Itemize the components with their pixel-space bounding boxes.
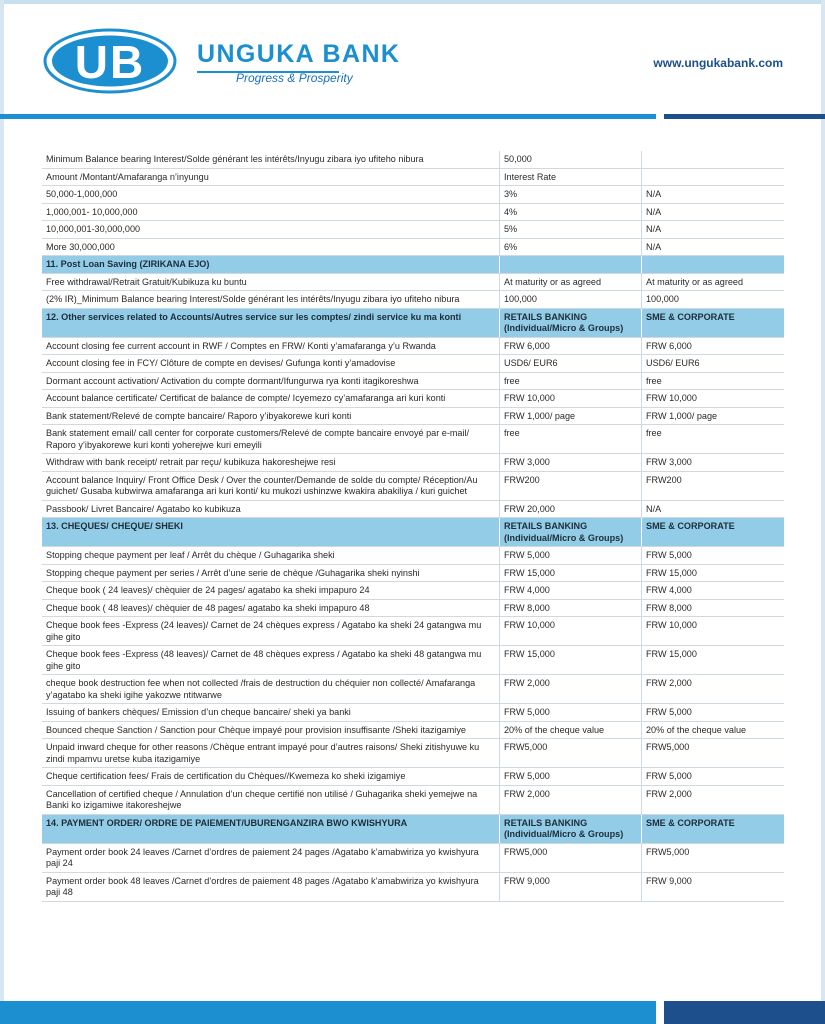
service-description: Minimum Balance bearing Interest/Solde générant les intérêts/Inyugu zibara iyo ufiteho nibura bbox=[46, 154, 424, 164]
sme-corporate-value: N/A bbox=[641, 221, 784, 238]
column-subheading: (Individual/Micro & Groups) bbox=[504, 532, 624, 543]
service-description: Issuing of bankers chèques/ Emission d’un cheque bancaire/ sheki ya banki bbox=[46, 707, 351, 717]
sme-corporate-value: FRW 2,000 bbox=[641, 675, 784, 703]
sme-corporate-value: FRW5,000 bbox=[641, 844, 784, 872]
service-description: Withdraw with bank receipt/ retrait par reçu/ kubikuza hakoreshejwe resi bbox=[46, 457, 336, 467]
retail-banking-value bbox=[499, 256, 641, 273]
retail-banking-value: FRW 10,000 bbox=[499, 617, 641, 645]
table-row bbox=[42, 600, 784, 618]
table-row bbox=[42, 873, 784, 902]
retail-banking-value: free bbox=[499, 425, 641, 453]
website-link[interactable]: www.ungukabank.com bbox=[653, 56, 783, 70]
sme-corporate-value: N/A bbox=[641, 186, 784, 203]
service-description: Bank statement email/ call center for corporate customers/Relevé de compte bancaire envoyé par e-mail/ Raporo y’ibyakorewe kuri konti yoherejwe kuri emeyili bbox=[46, 428, 470, 450]
table-row bbox=[42, 390, 784, 408]
retail-banking-value: FRW 4,000 bbox=[499, 582, 641, 599]
retail-banking-value: At maturity or as agreed bbox=[499, 274, 641, 291]
service-description: More 30,000,000 bbox=[46, 241, 115, 252]
table-row bbox=[42, 186, 784, 204]
sme-corporate-value: FRW 10,000 bbox=[641, 390, 784, 407]
logo-letters: UB bbox=[74, 36, 146, 88]
column-subheading: (Individual/Micro & Groups) bbox=[504, 323, 624, 333]
service-description: Account closing fee current account in RWF / Comptes en FRW/ Konti y’amafaranga y’u Rwanda bbox=[46, 340, 436, 351]
retail-banking-value: FRW 8,000 bbox=[499, 600, 641, 617]
table-row bbox=[42, 675, 784, 704]
table-row bbox=[42, 617, 784, 646]
sme-corporate-value bbox=[641, 256, 784, 273]
service-description: Payment order book 48 leaves /Carnet d’ordres de paiement 48 pages /Agatabo k’amabwiriza yo kwishyura paji 48 bbox=[46, 875, 479, 897]
section-header-row bbox=[42, 815, 784, 844]
table-row bbox=[42, 338, 784, 356]
sme-corporate-value: FRW 8,000 bbox=[641, 600, 784, 617]
sme-corporate-value: FRW 2,000 bbox=[641, 786, 784, 814]
sme-corporate-value: N/A bbox=[641, 501, 784, 518]
service-description: 1,000,001- 10,000,000 bbox=[46, 206, 138, 217]
table-row bbox=[42, 221, 784, 239]
sme-corporate-value: FRW200 bbox=[641, 472, 784, 500]
table-row bbox=[42, 768, 784, 786]
table-row bbox=[42, 454, 784, 472]
retail-banking-value: 4% bbox=[499, 204, 641, 221]
service-description: Cheque book ( 24 leaves)/ chèquier de 24 pages/ agatabo ka sheki impapuro 24 bbox=[46, 585, 370, 595]
table-row bbox=[42, 291, 784, 309]
section-title: 11. Post Loan Saving (ZIRIKANA EJO) bbox=[46, 259, 210, 269]
header-divider-navy bbox=[664, 114, 825, 119]
service-description: Account closing fee in FCY/ Clôture de compte en devises/ Gufunga konti y’amadovise bbox=[46, 358, 396, 368]
table-row bbox=[42, 169, 784, 187]
table-row bbox=[42, 582, 784, 600]
page-header bbox=[0, 0, 825, 120]
footer-bar-blue bbox=[0, 1001, 656, 1024]
retail-banking-value: FRW 5,000 bbox=[499, 704, 641, 721]
table-row bbox=[42, 472, 784, 501]
service-description: Cheque book ( 48 leaves)/ chèquier de 48 pages/ agatabo ka sheki impapuro 48 bbox=[46, 602, 370, 613]
sme-corporate-value: free bbox=[641, 373, 784, 390]
retail-banking-value: FRW 20,000 bbox=[499, 501, 641, 518]
retail-banking-value: FRW 2,000 bbox=[499, 675, 641, 703]
sme-corporate-value: FRW 1,000/ page bbox=[641, 408, 784, 425]
table-row bbox=[42, 425, 784, 454]
retail-banking-value: 5% bbox=[499, 221, 641, 238]
table-row bbox=[42, 704, 784, 722]
column-heading: RETAILS BANKING bbox=[504, 817, 588, 828]
service-description: Cheque book fees -Express (48 leaves)/ Carnet de 48 chèques express / Agatabo ka sheki 48 gatangwa mu gihe gito bbox=[46, 649, 482, 671]
sme-corporate-value: SME & CORPORATE bbox=[641, 309, 784, 337]
retail-banking-value: USD6/ EUR6 bbox=[499, 355, 641, 372]
retail-banking-value: FRW5,000 bbox=[499, 739, 641, 767]
sme-corporate-value bbox=[641, 151, 784, 168]
sme-corporate-value: FRW 5,000 bbox=[641, 547, 784, 564]
service-description: Stopping cheque payment per series / Arrêt d’une serie de chèque /Guhagarika sheki nyinshi bbox=[46, 567, 420, 578]
section-header-row bbox=[42, 256, 784, 274]
service-description: Cheque certification fees/ Frais de certification du Chèques//Kwemeza ko sheki izigamiye bbox=[46, 771, 406, 781]
bank-logo-icon bbox=[42, 28, 178, 94]
sme-corporate-value: FRW 5,000 bbox=[641, 768, 784, 785]
service-description: Account balance Inquiry/ Front Office Desk / Over the counter/Demande de solde du compte/ Réception/Au guichet/ Gusaba kubwirwa amafaranga ari kuri konti/ ku mukozi ushinzwe kwakira abakiliya / kuri guichet bbox=[46, 474, 478, 496]
table-row bbox=[42, 739, 784, 768]
sme-corporate-value: FRW 15,000 bbox=[641, 565, 784, 582]
retail-banking-value: 6% bbox=[499, 239, 641, 256]
retail-banking-value: 50,000 bbox=[499, 151, 641, 168]
sme-corporate-value: SME & CORPORATE bbox=[641, 815, 784, 843]
left-edge bbox=[0, 0, 4, 1024]
right-edge bbox=[821, 0, 825, 1024]
section-header-row bbox=[42, 518, 784, 547]
column-heading: RETAILS BANKING bbox=[504, 521, 588, 531]
table-row bbox=[42, 373, 784, 391]
retail-banking-value: free bbox=[499, 373, 641, 390]
sme-corporate-value: FRW 4,000 bbox=[641, 582, 784, 599]
section-title: 12. Other services related to Accounts/Autres service sur les comptes/ zindi service ku ma konti bbox=[46, 311, 462, 322]
table-row bbox=[42, 501, 784, 519]
sme-corporate-value: At maturity or as agreed bbox=[641, 274, 784, 291]
sme-corporate-value: FRW 5,000 bbox=[641, 704, 784, 721]
table-row bbox=[42, 274, 784, 292]
retail-banking-value: 100,000 bbox=[499, 291, 641, 308]
table-row bbox=[42, 355, 784, 373]
sme-corporate-value: N/A bbox=[641, 239, 784, 256]
retail-banking-value: FRW5,000 bbox=[499, 844, 641, 872]
sme-corporate-value: FRW 6,000 bbox=[641, 338, 784, 355]
retail-banking-value: FRW 15,000 bbox=[499, 646, 641, 674]
service-description: Cheque book fees -Express (24 leaves)/ Carnet de 24 chèques express / Agatabo ka sheki 24 gatangwa mu gihe gito bbox=[46, 620, 482, 642]
table-row bbox=[42, 204, 784, 222]
sme-corporate-value: SME & CORPORATE bbox=[641, 518, 784, 546]
sme-corporate-value: FRW 9,000 bbox=[641, 873, 784, 901]
sme-corporate-value: FRW5,000 bbox=[641, 739, 784, 767]
retail-banking-value: FRW 3,000 bbox=[499, 454, 641, 471]
column-heading: RETAILS BANKING bbox=[504, 311, 588, 322]
service-description: 10,000,001-30,000,000 bbox=[46, 224, 141, 234]
service-description: Bounced cheque Sanction / Sanction pour Chèque impayé pour provision insuffisante /Sheki itazigamiye bbox=[46, 724, 466, 735]
service-description: cheque book destruction fee when not collected /frais de destruction du chéquier non collecté/ Amafaranga y’agatabo ka sheki igihe yakozwe ntitwarwe bbox=[46, 678, 476, 700]
service-description: Bank statement/Relevé de compte bancaire/ Raporo y’ibyakorewe kuri konti bbox=[46, 410, 352, 421]
table-row bbox=[42, 844, 784, 873]
retail-banking-value: Interest Rate bbox=[499, 169, 641, 186]
sme-corporate-value: 20% of the cheque value bbox=[641, 722, 784, 739]
table-row bbox=[42, 151, 784, 169]
service-description: Free withdrawal/Retrait Gratuit/Kubikuza ku buntu bbox=[46, 276, 247, 287]
retail-banking-value: FRW 5,000 bbox=[499, 768, 641, 785]
table-row bbox=[42, 408, 784, 426]
table-row bbox=[42, 786, 784, 815]
service-description: (2% IR)_Minimum Balance bearing Interest/Solde générant les intérêts/Inyugu zibara iyo ufiteho nibura bbox=[46, 294, 460, 304]
sme-corporate-value: USD6/ EUR6 bbox=[641, 355, 784, 372]
bank-name: UNGUKA BANK bbox=[197, 40, 401, 68]
section-title: 13. CHEQUES/ CHEQUE/ SHEKI bbox=[46, 521, 183, 531]
table-row bbox=[42, 547, 784, 565]
table-row bbox=[42, 722, 784, 740]
section-header-row bbox=[42, 309, 784, 338]
service-description: Stopping cheque payment per leaf / Arrêt du chèque / Guhagarika sheki bbox=[46, 550, 335, 560]
service-description: Dormant account activation/ Activation du compte dormant/Ifungurwa rya konti itagikoreshwa bbox=[46, 375, 419, 386]
sme-corporate-value: FRW 10,000 bbox=[641, 617, 784, 645]
retail-banking-value: 3% bbox=[499, 186, 641, 203]
sme-corporate-value bbox=[641, 169, 784, 186]
section-title: 14. PAYMENT ORDER/ ORDRE DE PAIEMENT/UBURENGANZIRA BWO KWISHYURA bbox=[46, 817, 408, 828]
service-description: Cancellation of certified cheque / Annulation d’un cheque certifié non utilisé / Guhagarika sheki yemejwe na Banki ko izigamiwe itakoreshejwe bbox=[46, 788, 478, 810]
retail-banking-value: FRW 10,000 bbox=[499, 390, 641, 407]
sme-corporate-value: FRW 15,000 bbox=[641, 646, 784, 674]
service-description: Amount /Montant/Amafaranga n’inyungu bbox=[46, 171, 209, 182]
sme-corporate-value: free bbox=[641, 425, 784, 453]
retail-banking-value: FRW 1,000/ page bbox=[499, 408, 641, 425]
retail-banking-value: FRW 6,000 bbox=[499, 338, 641, 355]
table-row bbox=[42, 239, 784, 257]
service-description: Payment order book 24 leaves /Carnet d’ordres de paiement 24 pages /Agatabo k’amabwiriza yo kwishyura paji 24 bbox=[46, 846, 479, 868]
tariff-table bbox=[42, 151, 784, 902]
table-row bbox=[42, 646, 784, 675]
footer-bar-navy bbox=[664, 1001, 825, 1024]
service-description: Account balance certificate/ Certificat de balance de compte/ Icyemezo cy’amafaranga ari kuri konti bbox=[46, 393, 446, 403]
retail-banking-value bbox=[499, 815, 641, 843]
retail-banking-value: 20% of the cheque value bbox=[499, 722, 641, 739]
retail-banking-value: FRW200 bbox=[499, 472, 641, 500]
retail-banking-value bbox=[499, 518, 641, 546]
sme-corporate-value: FRW 3,000 bbox=[641, 454, 784, 471]
retail-banking-value: FRW 5,000 bbox=[499, 547, 641, 564]
sme-corporate-value: N/A bbox=[641, 204, 784, 221]
retail-banking-value: FRW 2,000 bbox=[499, 786, 641, 814]
service-description: 50,000-1,000,000 bbox=[46, 189, 118, 199]
sme-corporate-value: 100,000 bbox=[641, 291, 784, 308]
header-divider-blue bbox=[0, 114, 656, 119]
service-description: Passbook/ Livret Bancaire/ Agatabo ko kubikuza bbox=[46, 503, 241, 514]
retail-banking-value: FRW 15,000 bbox=[499, 565, 641, 582]
column-subheading: (Individual/Micro & Groups) bbox=[504, 829, 624, 839]
service-description: Unpaid inward cheque for other reasons /Chèque entrant impayé pour d’autres raisons/ Sheki zitishyuwe ku zindi mpamvu uretse kuba itazigamiye bbox=[46, 742, 480, 764]
table-row bbox=[42, 565, 784, 583]
retail-banking-value: FRW 9,000 bbox=[499, 873, 641, 901]
bank-tagline: Progress & Prosperity bbox=[236, 71, 353, 85]
retail-banking-value bbox=[499, 309, 641, 337]
